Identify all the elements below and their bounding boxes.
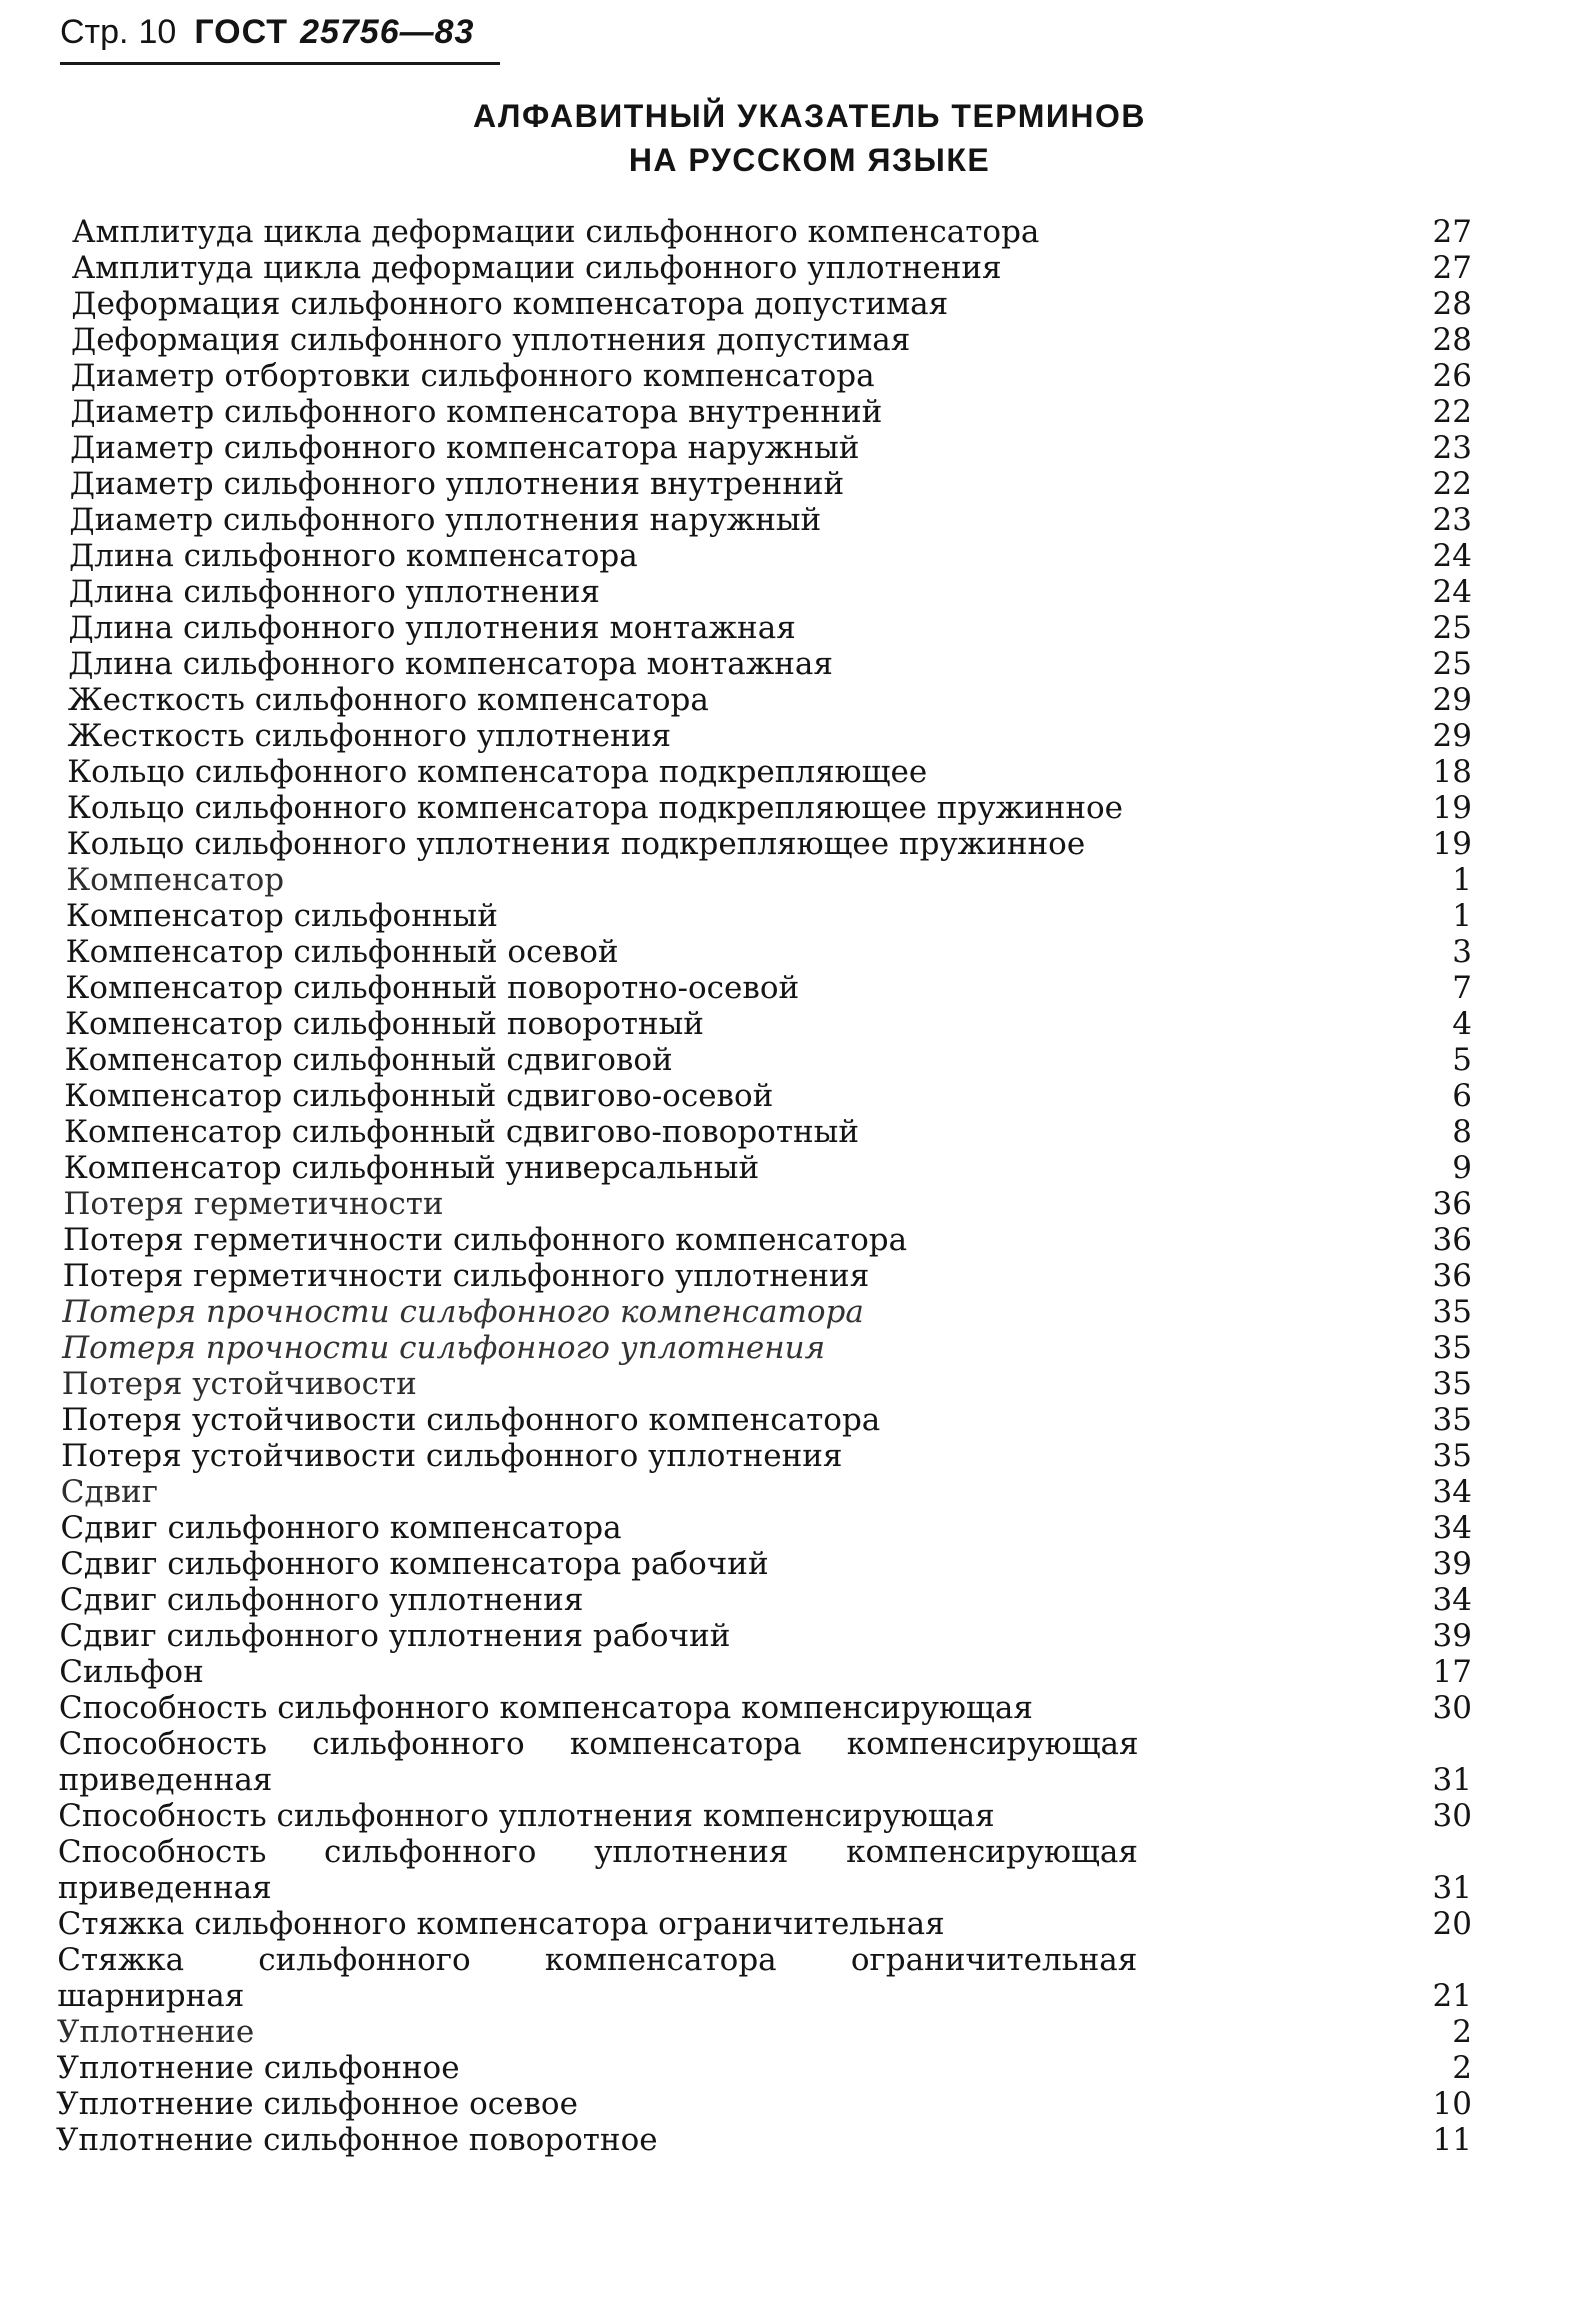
index-entry-term: Сдвиг сильфонного компенсатора: [60, 1510, 622, 1546]
index-entry: [0, 1078, 1595, 1114]
index-entry-number: 7: [1452, 970, 1472, 1006]
index-entry-number: 27: [1432, 250, 1472, 286]
index-entry-number: 31: [1432, 1762, 1472, 1798]
index-entry-number: 6: [1452, 1078, 1472, 1114]
index-entry: [0, 466, 1595, 502]
index-entry-number: 35: [1432, 1294, 1472, 1330]
index-entry: [0, 2086, 1595, 2122]
index-entry-term: Компенсатор сильфонный сдвигово-осевой: [64, 1078, 774, 1114]
index-entry-term: Жесткость сильфонного компенсатора: [67, 682, 709, 718]
index-entry-number: 35: [1432, 1402, 1472, 1438]
index-entry: [0, 1942, 1595, 2014]
index-title-line-2: НА РУССКОМ ЯЗЫКЕ: [628, 142, 991, 178]
index-entry-number: 35: [1432, 1366, 1472, 1402]
index-entry-term: Сдвиг: [60, 1474, 158, 1510]
index-entry: [0, 1294, 1595, 1330]
index-entry: [0, 1474, 1595, 1510]
index-entry: [0, 394, 1595, 430]
index-entry: [0, 1690, 1595, 1726]
index-entry: [0, 1402, 1595, 1438]
index-entry-number: 1: [1452, 898, 1472, 934]
index-entry-term: Компенсатор сильфонный: [65, 898, 498, 934]
index-entry: [0, 502, 1595, 538]
index-entry-term: Уплотнение сильфонное: [56, 2050, 460, 2086]
index-entry: [0, 1654, 1595, 1690]
index-entry: [0, 898, 1595, 934]
index-entry-term: Уплотнение сильфонное поворотное: [56, 2122, 658, 2158]
index-entry: [0, 646, 1595, 682]
index-entry-term: Сильфон: [59, 1654, 204, 1690]
index-entry-number: 35: [1432, 1330, 1472, 1366]
index-entry: [0, 826, 1595, 862]
index-entry-number: 28: [1432, 286, 1472, 322]
index-entry-number: 34: [1432, 1582, 1472, 1618]
index-entry-number: 21: [1432, 1978, 1472, 2014]
index-entry-number: 8: [1452, 1114, 1472, 1150]
index-entry-term: Потеря герметичности сильфонного компенсатора: [63, 1222, 908, 1258]
index-entry: [0, 1186, 1595, 1222]
index-entry: [0, 2014, 1595, 2050]
index-entry: [0, 2122, 1595, 2158]
index-entry-number: 2: [1452, 2050, 1472, 2086]
index-entry-term: Длина сильфонного компенсатора монтажная: [68, 646, 833, 682]
index-entry-number: 34: [1432, 1474, 1472, 1510]
index-entry-number: 35: [1432, 1438, 1472, 1474]
index-entry-number: 24: [1432, 538, 1472, 574]
page-number: 10: [138, 13, 177, 51]
index-entry-term: Компенсатор сильфонный поворотно-осевой: [65, 970, 800, 1006]
index-entry-number: 18: [1432, 754, 1472, 790]
index-entry-term: Компенсатор сильфонный осевой: [65, 934, 619, 970]
index-entry-number: 23: [1432, 430, 1472, 466]
index-entry-term: Диаметр отбортовки сильфонного компенсатора: [70, 358, 875, 394]
index-entry: [0, 538, 1595, 574]
index-entry-number: 17: [1432, 1654, 1472, 1690]
index-entry: [0, 1510, 1595, 1546]
index-entry: [0, 1042, 1595, 1078]
index-entry-term: Длина сильфонного компенсатора: [69, 538, 638, 574]
index-entry: [0, 1330, 1595, 1366]
index-entry-term: Стяжка сильфонного компенсатора ограничительная: [57, 1906, 945, 1942]
index-entry-term: Уплотнение: [57, 2014, 255, 2050]
index-entry-term: Способность сильфонного компенсатора компенсирующая: [58, 1690, 1033, 1726]
index-entry-term: Сдвиг сильфонного уплотнения рабочий: [59, 1618, 731, 1654]
index-entry-number: 36: [1432, 1258, 1472, 1294]
index-entry-term: Потеря устойчивости сильфонного уплотнения: [61, 1438, 843, 1474]
index-entry-term: Длина сильфонного уплотнения: [68, 574, 600, 610]
index-entry: [0, 1438, 1595, 1474]
index-entry-term: Длина сильфонного уплотнения монтажная: [68, 610, 796, 646]
index-entry-term: Потеря прочности сильфонного уплотнения: [62, 1330, 826, 1366]
index-entry-term: Сдвиг сильфонного уплотнения: [59, 1582, 584, 1618]
index-entry-term: Амплитуда цикла деформации сильфонного компенсатора: [72, 214, 1040, 250]
page-header: [60, 6, 500, 65]
index-entry-term: Потеря устойчивости: [61, 1366, 417, 1402]
index-entry-term: Кольцо сильфонного компенсатора подкрепляющее пружинное: [66, 790, 1123, 826]
index-entry: [0, 1834, 1595, 1906]
index-entry-term: Амплитуда цикла деформации сильфонного уплотнения: [71, 250, 1002, 286]
index-entry-term: Способность сильфонного компенсатора компенсирующая приведенная: [58, 1726, 1139, 1798]
index-entry-term: Потеря устойчивости сильфонного компенсатора: [61, 1402, 881, 1438]
index-entry: [0, 1366, 1595, 1402]
index-entry: [0, 1114, 1595, 1150]
index-entry: [0, 286, 1595, 322]
index-entry-term: Компенсатор: [66, 862, 285, 898]
index-entry: [0, 322, 1595, 358]
index-entry-number: 4: [1452, 1006, 1472, 1042]
index-entry-number: 29: [1432, 682, 1472, 718]
index-entry-number: 19: [1432, 790, 1472, 826]
index-entry: [0, 1222, 1595, 1258]
index-entry: [0, 1906, 1595, 1942]
index-entry: [0, 1618, 1595, 1654]
index-entry-term: Диаметр сильфонного уплотнения наружный: [69, 502, 822, 538]
index-entry-number: 25: [1432, 646, 1472, 682]
index-entry: [0, 1006, 1595, 1042]
index-entry-number: 20: [1432, 1906, 1472, 1942]
index-entry-term: Способность сильфонного уплотнения компенсирующая приведенная: [57, 1834, 1138, 1906]
index-entry: [0, 682, 1595, 718]
index-entry-term: Стяжка сильфонного компенсатора ограничительная шарнирная: [57, 1942, 1138, 2014]
index-entry-term: Компенсатор сильфонный сдвиговой: [64, 1042, 673, 1078]
index-entry-term: Потеря герметичности: [63, 1186, 444, 1222]
index-entry-term: Диаметр сильфонного уплотнения внутренний: [69, 466, 845, 502]
index-entry-term: Жесткость сильфонного уплотнения: [67, 718, 672, 754]
index-entry: [0, 610, 1595, 646]
index-entry-number: 39: [1432, 1546, 1472, 1582]
index-entry-number: 23: [1432, 502, 1472, 538]
index-entry-number: 29: [1432, 718, 1472, 754]
index-entry: [0, 358, 1595, 394]
index-entry-number: 1: [1452, 862, 1472, 898]
index-entry: [0, 1726, 1595, 1798]
index-entry-term: Потеря герметичности сильфонного уплотнения: [62, 1258, 870, 1294]
index-entry-number: 31: [1432, 1870, 1472, 1906]
page-label: Стр.: [60, 13, 129, 51]
index-entry-number: 30: [1432, 1690, 1472, 1726]
index-entry-term: Компенсатор сильфонный поворотный: [65, 1006, 704, 1042]
index-entry-term: Кольцо сильфонного уплотнения подкрепляющее пружинное: [66, 826, 1086, 862]
index-entry: [0, 1546, 1595, 1582]
index-entry-number: 9: [1452, 1150, 1472, 1186]
index-entry-number: 30: [1432, 1798, 1472, 1834]
index-entry: [0, 574, 1595, 610]
index-entry: [0, 1258, 1595, 1294]
index-entry-number: 2: [1452, 2014, 1472, 2050]
index-entry-number: 27: [1432, 214, 1472, 250]
index-entry-number: 34: [1432, 1510, 1472, 1546]
index-entry: [0, 790, 1595, 826]
index-entry-term: Компенсатор сильфонный универсальный: [63, 1150, 760, 1186]
index-title-line-1: АЛФАВИТНЫЙ УКАЗАТЕЛЬ ТЕРМИНОВ: [473, 98, 1146, 134]
index-entry-number: 3: [1452, 934, 1472, 970]
index-entry-number: 36: [1432, 1186, 1472, 1222]
index-entry: [0, 2050, 1595, 2086]
standard-name: ГОСТ: [194, 13, 289, 51]
index-entry: [0, 970, 1595, 1006]
index-entry-term: Деформация сильфонного компенсатора допустимая: [71, 286, 949, 322]
index-entry-term: Способность сильфонного уплотнения компенсирующая: [58, 1798, 995, 1834]
index-entry-number: 39: [1432, 1618, 1472, 1654]
index-entry-term: Уплотнение сильфонное осевое: [56, 2086, 578, 2122]
index-entry-number: 26: [1432, 358, 1472, 394]
index-entry: [0, 430, 1595, 466]
index-entry-term: Диаметр сильфонного компенсатора внутренний: [70, 394, 883, 430]
index-entry-number: 11: [1432, 2122, 1472, 2158]
index-entry: [0, 718, 1595, 754]
index-entry-term: Диаметр сильфонного компенсатора наружный: [70, 430, 860, 466]
index-entry-term: Деформация сильфонного уплотнения допустимая: [71, 322, 911, 358]
index-entry-number: 10: [1432, 2086, 1472, 2122]
index-entry-number: 22: [1432, 394, 1472, 430]
index-entry: [0, 862, 1595, 898]
index-entry-term: Компенсатор сильфонный сдвигово-поворотный: [64, 1114, 859, 1150]
index-entry-number: 5: [1452, 1042, 1472, 1078]
index-entry-number: 22: [1432, 466, 1472, 502]
index-entry: [0, 754, 1595, 790]
index-entry-number: 19: [1432, 826, 1472, 862]
index-entry: [0, 1150, 1595, 1186]
term-index-list: [0, 214, 1595, 2158]
index-entry: [0, 1582, 1595, 1618]
index-entry-term: Потеря прочности сильфонного компенсатора: [62, 1294, 864, 1330]
index-entry-number: 24: [1432, 574, 1472, 610]
index-entry: [0, 934, 1595, 970]
index-entry: [0, 1798, 1595, 1834]
index-entry: [0, 250, 1595, 286]
index-entry-number: 25: [1432, 610, 1472, 646]
index-entry-number: 28: [1432, 322, 1472, 358]
index-entry-term: Кольцо сильфонного компенсатора подкрепляющее: [67, 754, 928, 790]
index-entry: [0, 214, 1595, 250]
standard-number: 25756—83: [300, 13, 475, 51]
index-entry-term: Сдвиг сильфонного компенсатора рабочий: [60, 1546, 769, 1582]
index-entry-number: 36: [1432, 1222, 1472, 1258]
